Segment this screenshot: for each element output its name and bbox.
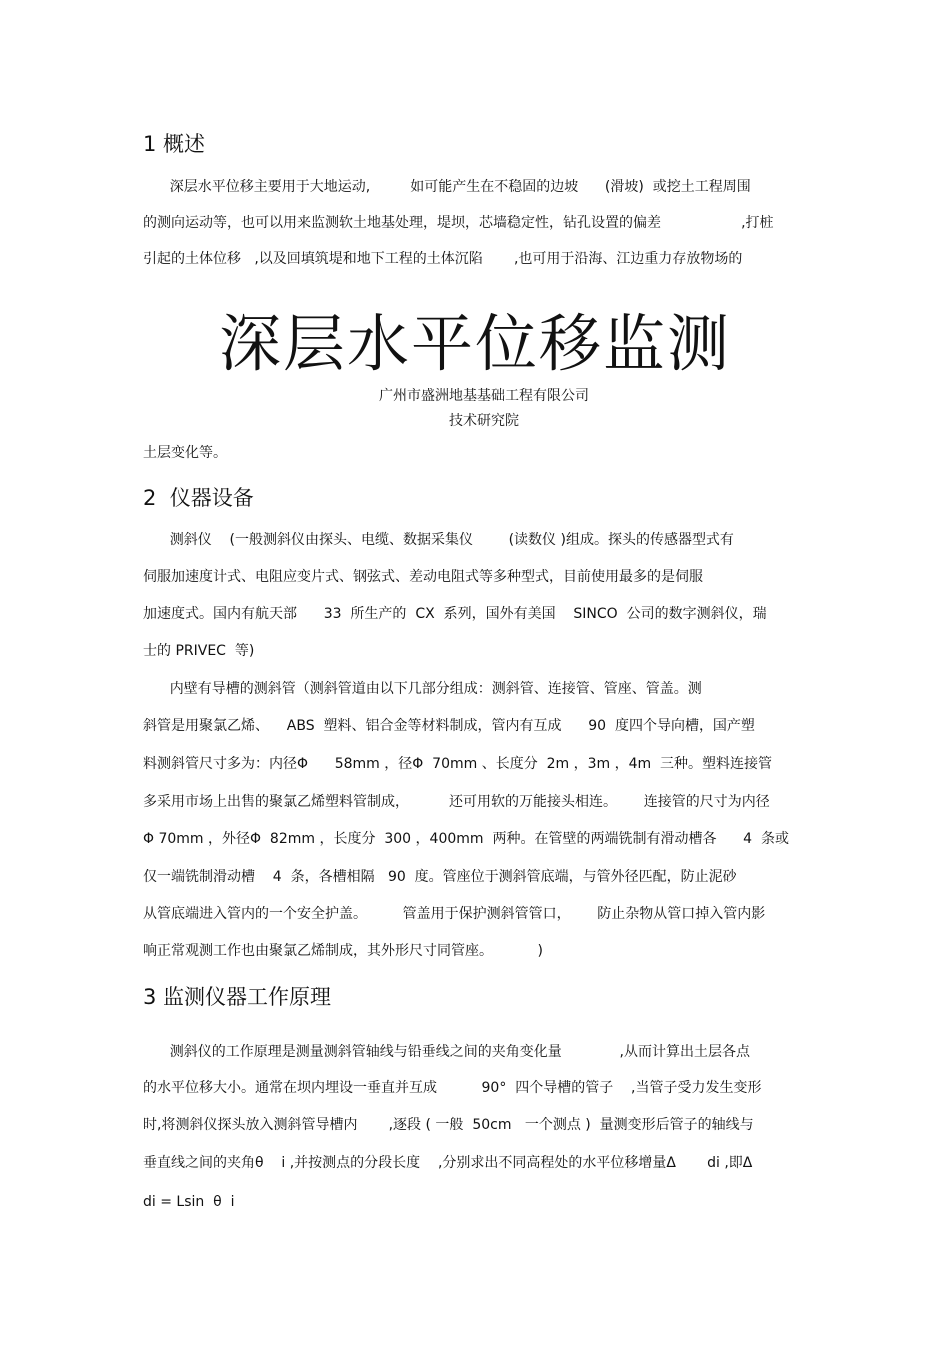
- paragraph-line: 土层变化等。: [143, 445, 227, 461]
- institute-name: 技术研究院: [449, 413, 519, 429]
- paragraph-line: 士的 PRIVEC 等): [143, 643, 255, 659]
- paragraph-line: 深层水平位移主要用于大地运动, 如可能产生在不稳固的边坡 (滑坡) 或挖土工程周围: [143, 179, 751, 195]
- paragraph-line: 测斜仪的工作原理是测量测斜管轴线与铅垂线之间的夹角变化量 ,从而计算出土层各点: [143, 1044, 751, 1060]
- document-title: 深层水平位移监测: [218, 307, 731, 380]
- paragraph-line: 响正常观测工作也由聚氯乙烯制成，其外形尺寸同管座。 ): [143, 943, 543, 959]
- paragraph-line: 从管底端进入管内的一个安全护盖。 管盖用于保护测斜管管口， 防止杂物从管口掉入管内影: [143, 906, 766, 922]
- paragraph-line: 斜管是用聚氯乙烯、 ABS 塑料、铝合金等材料制成，管内有互成 90 度四个导向槽，国产塑: [143, 718, 755, 734]
- paragraph-line: 伺服加速度计式、电阻应变片式、钢弦式、差动电阻式等多种型式，目前使用最多的是伺服: [143, 569, 703, 585]
- paragraph-line: 时,将测斜仪探头放入测斜管导槽内 ,逐段 ( 一般 50cm 一个测点 ) 量测变形后管子的轴线与: [143, 1117, 754, 1133]
- section-3-heading: 3 监测仪器工作原理: [143, 985, 332, 1009]
- paragraph-line: 垂直线之间的夹角θ i ,并按测点的分段长度 ,分别求出不同高程处的水平位移增量Δ di ,即Δ: [143, 1155, 753, 1171]
- paragraph-line: 多采用市场上出售的聚氯乙烯塑料管制成， 还可用软的万能接头相连。 连接管的尺寸为内径: [143, 794, 770, 810]
- paragraph-line: 仅一端铣制滑动槽 4 条，各槽相隔 90 度。管座位于测斜管底端，与管外径匹配，防止泥砂: [143, 869, 737, 885]
- paragraph-line: 的测向运动等，也可以用来监测软土地基处理，堤坝，芯墙稳定性，钻孔设置的偏差 ,打桩: [143, 215, 774, 231]
- company-name: 广州市盛洲地基基础工程有限公司: [379, 388, 589, 404]
- paragraph-line: di = Lsin θ i: [143, 1194, 235, 1210]
- paragraph-line: 加速度式。国内有航天部 33 所生产的 CX 系列，国外有美国 SINCO 公司的数字测斜仪，瑞: [143, 606, 767, 622]
- section-2-heading: 2 仪器设备: [143, 486, 254, 510]
- paragraph-line: Φ 70mm ，外径Φ 82mm ，长度分 300 ，400mm 两种。在管壁的两端铣制有滑动槽各 4 条或: [143, 831, 789, 847]
- paragraph-line: 引起的土体位移 ,以及回填筑堤和地下工程的土体沉陷 ,也可用于沿海、江边重力存放物场的: [143, 251, 743, 267]
- paragraph-line: 内壁有导槽的测斜管（测斜管道由以下几部分组成：测斜管、连接管、管座、管盖。测: [143, 681, 702, 697]
- paragraph-line: 测斜仪 (一般测斜仪由探头、电缆、数据采集仪 (读数仪 )组成。探头的传感器型式有: [143, 532, 734, 548]
- paragraph-line: 料测斜管尺寸多为：内径Φ 58mm ，径Φ 70mm 、长度分 2m ，3m ，4m 三种。塑料连接管: [143, 756, 773, 772]
- section-1-heading: 1 概述: [143, 132, 206, 156]
- paragraph-line: 的水平位移大小。通常在坝内埋设一垂直并互成 90° 四个导槽的管子 ,当管子受力发生变形: [143, 1080, 762, 1096]
